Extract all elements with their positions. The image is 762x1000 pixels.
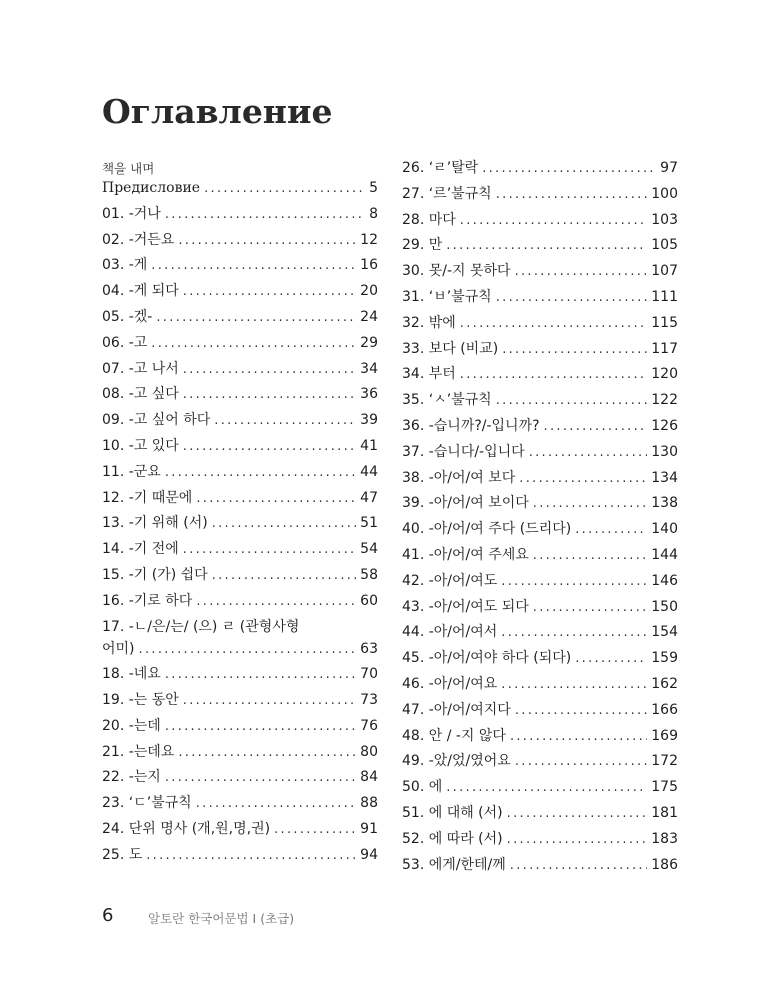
toc-entry-label: 06. -고 [102,334,148,351]
toc-entry[interactable] [402,286,678,308]
toc-entry-page: 80 [360,743,378,760]
toc-entry-page: 88 [360,795,378,812]
toc-entry-page: 5 [369,180,378,196]
toc-entry-label: 42. -아/어/여도 [402,572,498,589]
toc-entry-label: 05. -겠- [102,309,153,325]
toc-entry-page: 76 [360,717,378,734]
toc-entry-page: 36 [360,386,378,403]
toc-entry[interactable] [402,209,678,231]
toc-entry[interactable] [102,715,378,737]
toc-entry[interactable] [402,776,678,798]
toc-entry-label: 40. -아/어/여 주다 (드리다) [402,521,572,538]
dot-leader [482,158,656,180]
toc-entry-page: 100 [651,185,678,202]
footer-page-number: 6 [102,905,114,926]
dot-leader [510,855,647,877]
toc-entry[interactable] [102,383,378,405]
dot-leader [212,513,356,535]
toc-entry-label: 19. -는 동안 [102,692,179,708]
toc-entry-label: 11. -군요 [102,463,161,480]
dot-leader [460,313,648,335]
toc-entry[interactable] [402,467,678,489]
toc-entry[interactable] [102,564,378,586]
toc-entry[interactable] [102,538,378,560]
toc-entry-label: 14. -기 전에 [102,541,179,558]
toc-entry-label: 35. ‘ㅅ’불규칙 [402,392,492,409]
dot-leader [510,726,647,748]
dot-leader [515,751,647,773]
toc-entry-label: 26. ‘ㄹ’탈락 [402,160,479,176]
toc-entry[interactable] [102,512,378,534]
toc-entry[interactable] [102,332,378,354]
toc-entry-label: 33. 보다 (비교) [402,340,499,357]
toc-entry-page: 159 [651,650,678,667]
toc-entry[interactable] [102,487,378,509]
toc-entry[interactable] [402,647,678,669]
dot-leader [515,700,647,722]
toc-entry-label: 28. 마다 [402,211,456,228]
toc-entry-page: 134 [651,469,678,486]
toc-entry-page: 103 [651,211,678,228]
toc-entry-page: 73 [360,692,378,708]
toc-entry-page: 146 [651,572,678,589]
dot-leader [575,519,647,541]
toc-entry-page: 122 [651,392,678,409]
dot-leader [196,591,356,613]
toc-entry-label: 32. 밖에 [402,314,456,331]
toc-entry-label: 37. -습니다/-입니다 [402,443,525,460]
toc-entry-page: 70 [360,666,378,683]
toc-entry-page: 107 [651,263,678,280]
toc-entry[interactable] [102,177,378,199]
dot-leader [183,539,356,561]
toc-entry[interactable] [102,409,378,431]
dot-leader [501,622,647,644]
toc-entry-label: 13. -기 위해 (서) [102,515,208,532]
toc-entry-page: 84 [360,769,378,786]
page-title: Оглавление [102,92,333,131]
toc-entry[interactable] [102,280,378,302]
toc-entry-page: 24 [360,309,378,325]
toc-entry[interactable] [102,461,378,483]
toc-entry[interactable] [102,792,378,814]
dot-leader [446,777,647,799]
toc-entry-label: 01. -거나 [102,205,161,222]
toc-entry-label: 31. ‘ㅂ’불규칙 [402,289,492,305]
dot-leader [544,416,648,438]
toc-entry[interactable] [402,234,678,256]
toc-entry[interactable] [102,741,378,763]
dot-leader [204,178,365,200]
dot-leader [156,307,356,329]
dot-leader [196,488,356,510]
dot-leader [165,767,356,789]
toc-entry-label: 53. 에게/한테/께 [402,856,506,873]
dot-leader [501,571,647,593]
toc-entry-label: 10. -고 있다 [102,438,179,454]
toc-entry-page: 91 [360,821,378,837]
toc-entry[interactable] [402,518,678,540]
toc-entry[interactable] [402,544,678,566]
toc-entry-label: 12. -기 때문에 [102,489,193,506]
toc-entry-label: 49. -았/었/였어요 [402,753,511,770]
dot-leader [178,230,356,252]
intro-heading: 책을 내며 [102,161,155,176]
toc-entry-page: 105 [651,237,678,254]
toc-entry[interactable] [402,854,678,876]
dot-leader [214,410,356,432]
dot-leader [183,384,356,406]
dot-leader [151,333,356,355]
toc-entry-page: 175 [651,779,678,796]
dot-leader [496,390,648,412]
dot-leader [183,281,356,303]
toc-entry-page: 138 [651,495,678,512]
toc-entry-label: 45. -아/어/여야 하다 (되다) [402,650,572,667]
toc-entry-page: 60 [360,592,378,609]
toc-entry-page: 115 [651,314,678,331]
toc-entry-page: 97 [660,160,678,176]
dot-leader [496,287,648,309]
toc-entry-page: 41 [360,438,378,454]
dot-leader [165,716,356,738]
toc-entry-label: 44. -아/어/여서 [402,624,498,641]
toc-entry[interactable] [102,663,378,685]
toc-entry-label: 51. 에 대해 (서) [402,805,503,821]
toc-entry-page: 8 [369,205,378,222]
toc-entry[interactable] [402,441,678,463]
toc-entry-page: 44 [360,463,378,480]
toc-entry-page: 150 [651,598,678,615]
toc-entry[interactable] [102,306,378,328]
toc-entry[interactable] [402,673,678,695]
dot-leader [178,742,356,764]
toc-entry[interactable] [402,338,678,360]
toc-entry-label: 52. 에 따라 (서) [402,830,503,847]
dot-leader [460,364,648,386]
dot-leader [533,597,647,619]
dot-leader [502,339,647,361]
toc-entry-label: 18. -네요 [102,666,161,683]
dot-leader [460,210,648,232]
toc-entry-label: 04. -게 되다 [102,283,179,300]
toc-entry[interactable] [102,818,378,840]
dot-leader [183,436,356,458]
toc-entry-page: 144 [651,547,678,563]
toc-entry[interactable] [402,260,678,282]
toc-entry-page: 51 [360,515,378,532]
toc-entry-page: 183 [651,830,678,847]
dot-leader [165,462,356,484]
toc-entry-page: 166 [651,701,678,718]
toc-entry-page: 120 [651,366,678,383]
toc-entry[interactable] [102,203,378,225]
toc-entry[interactable] [402,492,678,514]
dot-leader [507,829,648,851]
toc-entry[interactable] [102,616,378,660]
toc-entry-page: 162 [651,676,678,692]
dot-leader [196,793,356,815]
toc-entry-label: 21. -는데요 [102,743,175,760]
toc-entry-label: 17. -ㄴ/은/는/ (으) ㄹ (관형사형 [102,618,300,635]
toc-entry-page: 169 [651,727,678,744]
dot-leader [183,690,356,712]
toc-entry-label: 29. 만 [402,237,443,254]
toc-entry-label: 41. -아/어/여 주세요 [402,547,529,563]
dot-leader [146,845,356,867]
toc-entry-label: 25. 도 [102,846,143,863]
toc-entry-label: 23. ‘ㄷ’불규칙 [102,795,192,812]
dot-leader [501,674,647,696]
toc-entry-page: 58 [360,567,378,583]
dot-leader [212,565,356,587]
dot-leader [151,255,356,277]
toc-entry-page: 172 [651,753,678,770]
toc-entry[interactable] [402,828,678,850]
toc-entry-page: 186 [651,856,678,873]
toc-entry-label: 20. -는데 [102,717,161,734]
toc-entry[interactable] [102,766,378,788]
dot-leader [139,639,357,661]
toc-entry-page: 34 [360,360,378,377]
toc-entry-label: 22. -는지 [102,769,161,786]
dot-leader [515,261,648,283]
toc-entry-page: 39 [360,412,378,429]
toc-entry[interactable] [402,802,678,824]
toc-entry-label: 48. 안 / -지 않다 [402,727,506,744]
toc-entry[interactable] [102,358,378,380]
toc-entry[interactable] [402,621,678,643]
toc-entry[interactable] [102,590,378,612]
toc-entry-page: 20 [360,283,378,300]
toc-entry-page: 117 [651,340,678,357]
dot-leader [274,819,356,841]
toc-entry-label: 27. ‘르’불규칙 [402,185,492,202]
toc-entry[interactable] [402,415,678,437]
toc-entry-label: 07. -고 나서 [102,360,179,377]
dot-leader [575,648,647,670]
toc-entry[interactable] [402,183,678,205]
toc-entry-label: 46. -아/어/여요 [402,676,498,692]
toc-entry-label: 03. -게 [102,257,148,274]
toc-entry-page: 12 [360,231,378,248]
toc-entry-label: 39. -아/어/여 보이다 [402,495,529,512]
toc-entry[interactable] [402,570,678,592]
toc-entry-label: 47. -아/어/여지다 [402,701,511,718]
dot-leader [165,664,356,686]
toc-entry[interactable] [402,699,678,721]
toc-entry[interactable] [402,363,678,385]
toc-entry-page: 154 [651,624,678,641]
dot-leader [533,493,647,515]
toc-entry-label-continued: 어미) [102,640,135,657]
dot-leader [507,803,648,825]
toc-entry[interactable] [402,725,678,747]
toc-entry[interactable] [102,689,378,711]
toc-entry-label: 36. -습니까?/-입니까? [402,418,540,434]
toc-entry-label: 24. 단위 명사 (개,원,명,권) [102,821,271,837]
toc-entry-label: 30. 못/-지 못하다 [402,263,511,280]
toc-entry[interactable] [402,596,678,618]
toc-entry-label: 34. 부터 [402,366,456,383]
toc-entry-page: 63 [360,640,378,657]
toc-entry-page: 54 [360,541,378,558]
toc-entry-page: 130 [651,443,678,460]
toc-entry-page: 111 [651,289,678,305]
dot-leader [183,359,356,381]
toc-entry-page: 181 [651,805,678,821]
toc-entry-label: Предисловие [102,180,201,196]
dot-leader [519,468,647,490]
dot-leader [529,442,648,464]
dot-leader [496,184,648,206]
dot-leader [165,204,365,226]
toc-entry-label: 15. -기 (가) 쉽다 [102,567,208,583]
toc-entry-label: 08. -고 싶다 [102,386,179,403]
toc-entry-label: 16. -기로 하다 [102,592,193,609]
toc-entry[interactable] [102,229,378,251]
toc-entry-page: 47 [360,489,378,506]
toc-entry-page: 94 [360,846,378,863]
footer-book-title: 알토란 한국어문법 I (초급) [148,911,295,926]
toc-entry[interactable] [102,254,378,276]
toc-entry-label: 09. -고 싶어 하다 [102,412,211,429]
toc-entry-label: 38. -아/어/여 보다 [402,469,516,486]
toc-entry[interactable] [402,157,678,179]
toc-entry-page: 29 [360,334,378,351]
toc-entry[interactable] [102,435,378,457]
toc-entry[interactable] [402,750,678,772]
dot-leader [446,235,647,257]
dot-leader [533,545,647,567]
toc-entry-label: 02. -거든요 [102,231,175,248]
toc-entry-page: 140 [651,521,678,538]
toc-entry[interactable] [102,844,378,866]
toc-entry-label: 43. -아/어/여도 되다 [402,598,529,615]
toc-entry[interactable] [402,389,678,411]
toc-entry-page: 126 [651,418,678,434]
toc-entry-label: 50. 에 [402,779,443,796]
toc-entry-page: 16 [360,257,378,274]
toc-entry[interactable] [402,312,678,334]
